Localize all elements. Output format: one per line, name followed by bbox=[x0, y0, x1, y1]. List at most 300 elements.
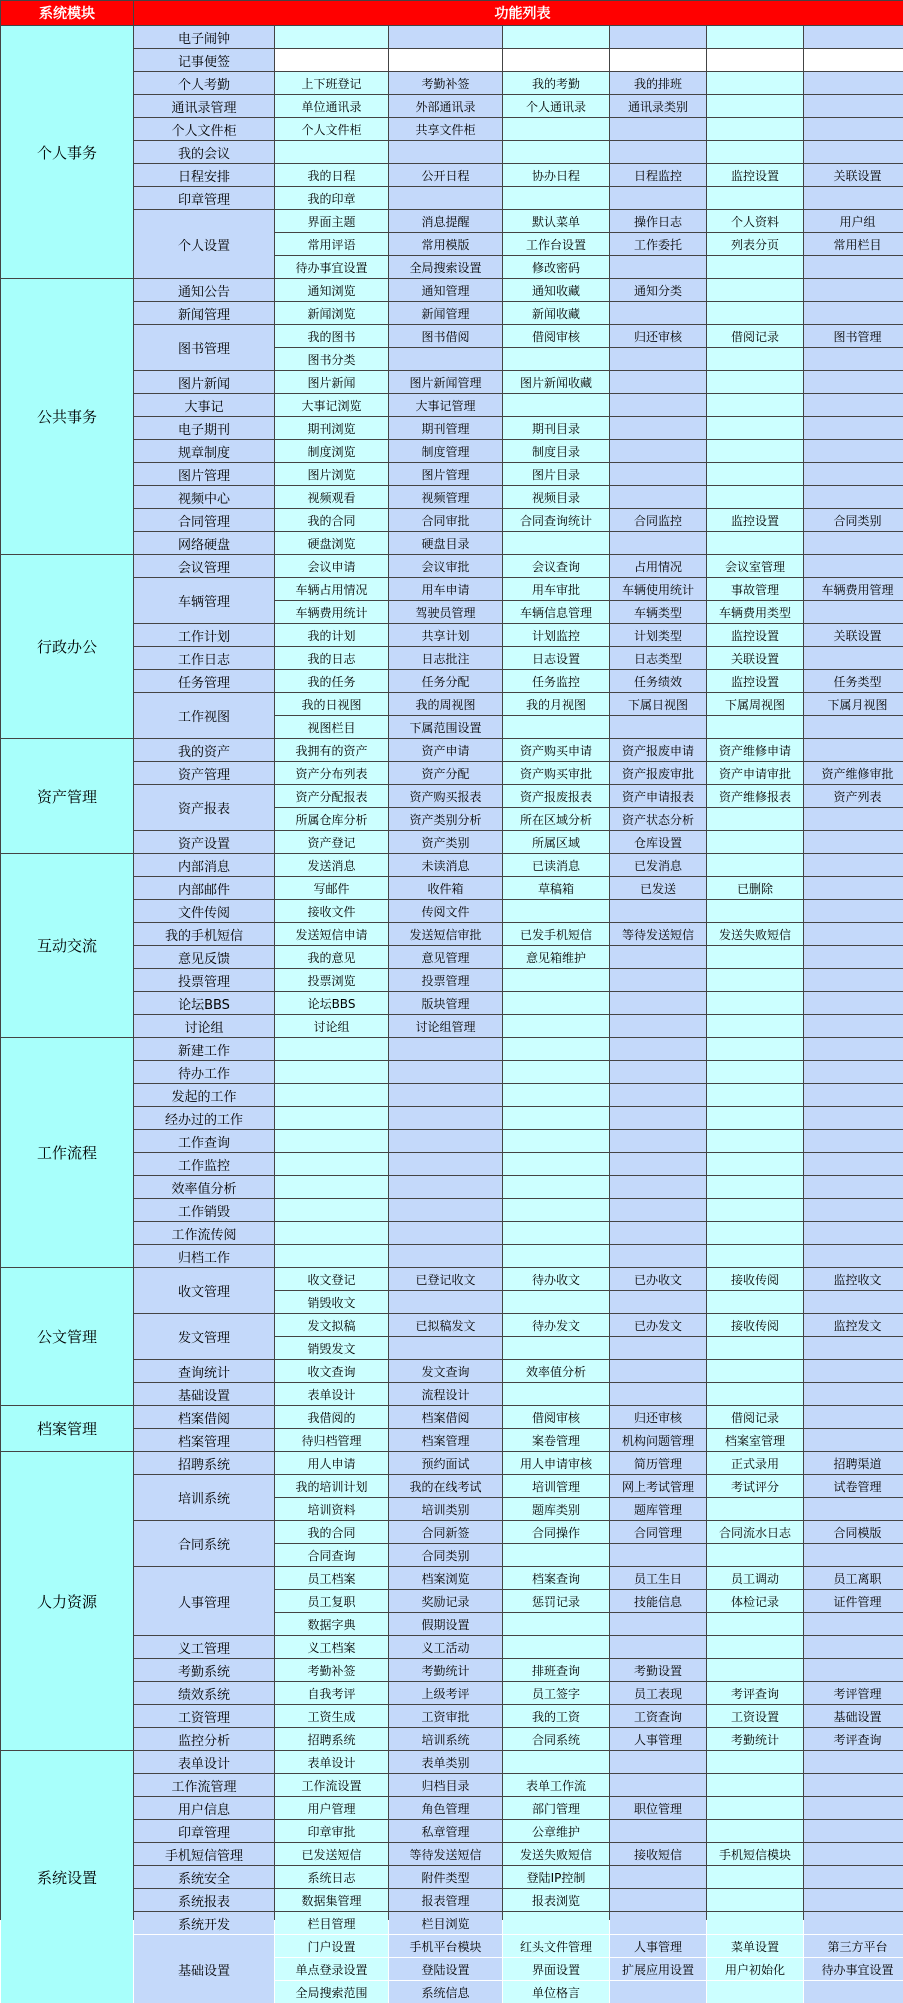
empty-cell bbox=[707, 1383, 803, 1405]
submodule-cell: 合同管理 bbox=[134, 509, 274, 531]
function-cell: 体检记录 bbox=[707, 1590, 803, 1612]
function-cell: 已发手机短信 bbox=[503, 923, 609, 945]
submodule-cell: 基础设置 bbox=[134, 1935, 274, 2003]
function-cell: 资产维修报表 bbox=[707, 785, 803, 807]
module-cell: 人力资源 bbox=[1, 1452, 133, 1750]
function-cell: 已删除 bbox=[707, 877, 803, 899]
function-cell: 所属区域 bbox=[503, 831, 609, 853]
function-cell: 资产分配 bbox=[389, 762, 502, 784]
function-cell: 视频观看 bbox=[275, 486, 388, 508]
empty-cell bbox=[804, 739, 903, 761]
submodule-cell: 手机短信管理 bbox=[134, 1843, 274, 1865]
empty-cell bbox=[707, 1291, 803, 1313]
empty-cell bbox=[707, 256, 803, 278]
empty-cell bbox=[275, 1153, 388, 1175]
function-cell: 资产报废申请 bbox=[610, 739, 706, 761]
empty-cell bbox=[804, 946, 903, 968]
function-cell: 图片目录 bbox=[503, 463, 609, 485]
function-cell: 第三方平台 bbox=[804, 1935, 903, 1957]
empty-cell bbox=[275, 1245, 388, 1267]
empty-cell bbox=[503, 969, 609, 991]
function-cell: 红头文件管理 bbox=[503, 1935, 609, 1957]
empty-cell bbox=[804, 1912, 903, 1934]
function-cell: 资产报废报表 bbox=[503, 785, 609, 807]
function-cell: 外部通讯录 bbox=[389, 95, 502, 117]
function-cell: 培训管理 bbox=[503, 1475, 609, 1497]
empty-cell bbox=[610, 348, 706, 370]
empty-cell bbox=[610, 1061, 706, 1083]
function-cell: 论坛BBS bbox=[275, 992, 388, 1014]
function-cell: 工作流设置 bbox=[275, 1774, 388, 1796]
empty-cell bbox=[804, 1498, 903, 1520]
empty-cell bbox=[503, 394, 609, 416]
empty-cell bbox=[503, 1245, 609, 1267]
function-cell: 归还审核 bbox=[610, 325, 706, 347]
empty-cell bbox=[707, 279, 803, 301]
function-cell: 资产申请审批 bbox=[707, 762, 803, 784]
empty-cell bbox=[804, 1337, 903, 1359]
function-cell: 自我考评 bbox=[275, 1682, 388, 1704]
function-cell: 合同类别 bbox=[804, 509, 903, 531]
function-cell: 用车审批 bbox=[503, 578, 609, 600]
function-cell: 监控收文 bbox=[804, 1268, 903, 1290]
empty-cell bbox=[275, 1130, 388, 1152]
empty-cell bbox=[804, 1820, 903, 1842]
empty-cell bbox=[707, 1820, 803, 1842]
function-cell: 单位通讯录 bbox=[275, 95, 388, 117]
function-cell: 监控设置 bbox=[707, 164, 803, 186]
function-cell: 常用栏目 bbox=[804, 233, 903, 255]
empty-cell bbox=[275, 1038, 388, 1060]
empty-cell bbox=[804, 118, 903, 140]
function-cell: 待办收文 bbox=[503, 1268, 609, 1290]
submodule-cell: 合同系统 bbox=[134, 1521, 274, 1566]
function-cell: 列表分页 bbox=[707, 233, 803, 255]
empty-cell bbox=[610, 1889, 706, 1911]
submodule-cell: 效率值分析 bbox=[134, 1176, 274, 1198]
empty-cell bbox=[610, 440, 706, 462]
function-cell: 手机短信模块 bbox=[707, 1843, 803, 1865]
empty-cell bbox=[503, 1038, 609, 1060]
function-cell: 我的印章 bbox=[275, 187, 388, 209]
function-cell: 资产维修审批 bbox=[804, 762, 903, 784]
function-cell: 我的工资 bbox=[503, 1705, 609, 1727]
function-cell: 义工档案 bbox=[275, 1636, 388, 1658]
empty-cell bbox=[804, 716, 903, 738]
empty-cell bbox=[804, 302, 903, 324]
empty-cell bbox=[804, 26, 903, 48]
empty-cell bbox=[707, 1866, 803, 1888]
function-cell: 制度管理 bbox=[389, 440, 502, 462]
empty-cell bbox=[610, 1176, 706, 1198]
empty-cell bbox=[707, 1015, 803, 1037]
function-cell: 工资生成 bbox=[275, 1705, 388, 1727]
function-cell: 报表浏览 bbox=[503, 1889, 609, 1911]
submodule-cell: 车辆管理 bbox=[134, 578, 274, 623]
empty-cell bbox=[804, 1222, 903, 1244]
submodule-cell: 内部消息 bbox=[134, 854, 274, 876]
function-cell: 会议申请 bbox=[275, 555, 388, 577]
function-cell: 车辆类型 bbox=[610, 601, 706, 623]
function-cell: 所在区域分析 bbox=[503, 808, 609, 830]
function-cell: 员工复职 bbox=[275, 1590, 388, 1612]
function-cell: 投票管理 bbox=[389, 969, 502, 991]
empty-cell bbox=[804, 1176, 903, 1198]
function-cell: 已拟稿发文 bbox=[389, 1314, 502, 1336]
submodule-cell: 电子期刊 bbox=[134, 417, 274, 439]
function-cell: 技能信息 bbox=[610, 1590, 706, 1612]
empty-cell bbox=[804, 348, 903, 370]
empty-cell bbox=[275, 1176, 388, 1198]
function-cell: 合同流水日志 bbox=[707, 1521, 803, 1543]
empty-cell bbox=[804, 1613, 903, 1635]
function-cell: 讨论组 bbox=[275, 1015, 388, 1037]
function-cell: 公开日程 bbox=[389, 164, 502, 186]
function-cell: 工资查询 bbox=[610, 1705, 706, 1727]
function-cell: 印章审批 bbox=[275, 1820, 388, 1842]
function-cell: 扩展应用设置 bbox=[610, 1958, 706, 1980]
empty-cell bbox=[804, 417, 903, 439]
function-cell: 接收传阅 bbox=[707, 1314, 803, 1336]
function-cell: 考勤统计 bbox=[389, 1659, 502, 1681]
empty-cell bbox=[389, 1061, 502, 1083]
function-cell: 收文查询 bbox=[275, 1360, 388, 1382]
function-cell: 资产分配报表 bbox=[275, 785, 388, 807]
empty-cell bbox=[503, 141, 609, 163]
function-cell: 报表管理 bbox=[389, 1889, 502, 1911]
function-cell: 部门管理 bbox=[503, 1797, 609, 1819]
function-cell: 机构问题管理 bbox=[610, 1429, 706, 1451]
function-cell: 奖励记录 bbox=[389, 1590, 502, 1612]
function-cell: 预约面试 bbox=[389, 1452, 502, 1474]
function-cell: 资产维修申请 bbox=[707, 739, 803, 761]
function-cell: 附件类型 bbox=[389, 1866, 502, 1888]
function-cell: 简历管理 bbox=[610, 1452, 706, 1474]
submodule-cell: 内部邮件 bbox=[134, 877, 274, 899]
empty-cell bbox=[503, 1636, 609, 1658]
function-cell: 全局搜索范围 bbox=[275, 1981, 388, 2003]
function-cell: 我拥有的资产 bbox=[275, 739, 388, 761]
function-cell: 通知管理 bbox=[389, 279, 502, 301]
function-cell: 排班查询 bbox=[503, 1659, 609, 1681]
function-cell: 发送消息 bbox=[275, 854, 388, 876]
function-cell: 归还审核 bbox=[610, 1406, 706, 1428]
function-cell: 用户组 bbox=[804, 210, 903, 232]
function-cell: 个人文件柜 bbox=[275, 118, 388, 140]
empty-cell bbox=[804, 992, 903, 1014]
empty-cell bbox=[707, 1061, 803, 1083]
submodule-cell: 印章管理 bbox=[134, 187, 274, 209]
function-cell: 已办发文 bbox=[610, 1314, 706, 1336]
submodule-cell: 视频中心 bbox=[134, 486, 274, 508]
function-cell: 日志批注 bbox=[389, 647, 502, 669]
function-cell: 已读消息 bbox=[503, 854, 609, 876]
empty-cell bbox=[389, 1199, 502, 1221]
empty-cell bbox=[804, 72, 903, 94]
function-cell: 计划监控 bbox=[503, 624, 609, 646]
function-cell: 培训资料 bbox=[275, 1498, 388, 1520]
empty-cell bbox=[707, 716, 803, 738]
function-cell: 占用情况 bbox=[610, 555, 706, 577]
empty-cell bbox=[804, 141, 903, 163]
empty-cell bbox=[389, 49, 502, 71]
empty-cell bbox=[707, 72, 803, 94]
empty-cell bbox=[707, 808, 803, 830]
function-cell: 私章管理 bbox=[389, 1820, 502, 1842]
function-cell: 常用评语 bbox=[275, 233, 388, 255]
empty-cell bbox=[804, 831, 903, 853]
empty-cell bbox=[503, 1015, 609, 1037]
function-cell: 培训类别 bbox=[389, 1498, 502, 1520]
function-cell: 栏目浏览 bbox=[389, 1912, 502, 1934]
function-cell: 下属日视图 bbox=[610, 693, 706, 715]
empty-cell bbox=[503, 1751, 609, 1773]
empty-cell bbox=[804, 279, 903, 301]
module-cell: 工作流程 bbox=[1, 1038, 133, 1267]
function-cell: 我的意见 bbox=[275, 946, 388, 968]
submodule-cell: 通讯录管理 bbox=[134, 95, 274, 117]
submodule-cell: 档案管理 bbox=[134, 1429, 274, 1451]
submodule-cell: 工资管理 bbox=[134, 1705, 274, 1727]
empty-cell bbox=[804, 1843, 903, 1865]
function-cell: 日志设置 bbox=[503, 647, 609, 669]
function-cell: 考勤设置 bbox=[610, 1659, 706, 1681]
function-cell: 资产购买申请 bbox=[503, 739, 609, 761]
submodule-cell: 资产管理 bbox=[134, 762, 274, 784]
function-cell: 意见箱维护 bbox=[503, 946, 609, 968]
empty-cell bbox=[610, 1107, 706, 1129]
function-cell: 仓库设置 bbox=[610, 831, 706, 853]
submodule-cell: 个人设置 bbox=[134, 210, 274, 278]
header-function-column: 功能列表 bbox=[134, 1, 903, 25]
empty-cell bbox=[389, 1038, 502, 1060]
function-cell: 事故管理 bbox=[707, 578, 803, 600]
empty-cell bbox=[610, 1866, 706, 1888]
function-cell: 待办事宜设置 bbox=[275, 256, 388, 278]
empty-cell bbox=[707, 1613, 803, 1635]
empty-cell bbox=[707, 831, 803, 853]
empty-cell bbox=[610, 486, 706, 508]
empty-cell bbox=[389, 1130, 502, 1152]
function-cell: 员工离职 bbox=[804, 1567, 903, 1589]
function-cell: 共享计划 bbox=[389, 624, 502, 646]
empty-cell bbox=[707, 1084, 803, 1106]
function-cell: 公章维护 bbox=[503, 1820, 609, 1842]
function-cell: 案卷管理 bbox=[503, 1429, 609, 1451]
function-cell: 基础设置 bbox=[804, 1705, 903, 1727]
empty-cell bbox=[610, 1636, 706, 1658]
function-cell: 等待发送短信 bbox=[610, 923, 706, 945]
empty-cell bbox=[503, 1130, 609, 1152]
submodule-cell: 意见反馈 bbox=[134, 946, 274, 968]
function-cell: 消息提醒 bbox=[389, 210, 502, 232]
empty-cell bbox=[707, 417, 803, 439]
function-cell: 硬盘浏览 bbox=[275, 532, 388, 554]
empty-cell bbox=[707, 1981, 803, 2003]
empty-cell bbox=[389, 1153, 502, 1175]
function-cell: 新闻收藏 bbox=[503, 302, 609, 324]
function-cell: 我的日志 bbox=[275, 647, 388, 669]
function-cell: 员工表现 bbox=[610, 1682, 706, 1704]
function-cell: 表单工作流 bbox=[503, 1774, 609, 1796]
function-cell: 流程设计 bbox=[389, 1383, 502, 1405]
empty-cell bbox=[707, 302, 803, 324]
function-cell: 期刊管理 bbox=[389, 417, 502, 439]
empty-cell bbox=[503, 118, 609, 140]
function-cell: 表单设计 bbox=[275, 1383, 388, 1405]
empty-cell bbox=[503, 900, 609, 922]
function-cell: 档案浏览 bbox=[389, 1567, 502, 1589]
submodule-cell: 资产设置 bbox=[134, 831, 274, 853]
empty-cell bbox=[707, 371, 803, 393]
empty-cell bbox=[503, 187, 609, 209]
empty-cell bbox=[389, 1084, 502, 1106]
empty-cell bbox=[804, 969, 903, 991]
empty-cell bbox=[707, 1544, 803, 1566]
function-cell: 发文查询 bbox=[389, 1360, 502, 1382]
empty-cell bbox=[804, 1084, 903, 1106]
function-cell: 会议查询 bbox=[503, 555, 609, 577]
submodule-cell: 待办工作 bbox=[134, 1061, 274, 1083]
empty-cell bbox=[503, 26, 609, 48]
empty-cell bbox=[610, 463, 706, 485]
function-cell: 界面设置 bbox=[503, 1958, 609, 1980]
empty-cell bbox=[804, 256, 903, 278]
function-cell: 已登记收文 bbox=[389, 1268, 502, 1290]
function-cell: 接收传阅 bbox=[707, 1268, 803, 1290]
function-cell: 用车申请 bbox=[389, 578, 502, 600]
function-cell: 视频目录 bbox=[503, 486, 609, 508]
submodule-cell: 记事便签 bbox=[134, 49, 274, 71]
empty-cell bbox=[389, 1337, 502, 1359]
empty-cell bbox=[389, 26, 502, 48]
submodule-cell: 印章管理 bbox=[134, 1820, 274, 1842]
function-cell: 驾驶员管理 bbox=[389, 601, 502, 623]
empty-cell bbox=[804, 1107, 903, 1129]
function-cell: 合同系统 bbox=[503, 1728, 609, 1750]
function-cell: 图片新闻管理 bbox=[389, 371, 502, 393]
empty-cell bbox=[804, 1636, 903, 1658]
empty-cell bbox=[503, 1291, 609, 1313]
function-cell: 合同查询统计 bbox=[503, 509, 609, 531]
function-cell: 图片新闻收藏 bbox=[503, 371, 609, 393]
function-cell: 数据字典 bbox=[275, 1613, 388, 1635]
module-cell: 行政办公 bbox=[1, 555, 133, 738]
function-cell: 资产类别 bbox=[389, 831, 502, 853]
function-cell: 我的日程 bbox=[275, 164, 388, 186]
submodule-cell: 通知公告 bbox=[134, 279, 274, 301]
submodule-cell: 义工管理 bbox=[134, 1636, 274, 1658]
submodule-cell: 培训系统 bbox=[134, 1475, 274, 1520]
empty-cell bbox=[610, 1038, 706, 1060]
empty-cell bbox=[275, 1084, 388, 1106]
empty-cell bbox=[707, 1797, 803, 1819]
function-cell: 通讯录类别 bbox=[610, 95, 706, 117]
function-cell: 我的任务 bbox=[275, 670, 388, 692]
function-cell: 监控设置 bbox=[707, 624, 803, 646]
function-cell: 图片浏览 bbox=[275, 463, 388, 485]
function-cell: 考勤补签 bbox=[275, 1659, 388, 1681]
empty-cell bbox=[707, 1751, 803, 1773]
empty-cell bbox=[389, 1107, 502, 1129]
empty-cell bbox=[610, 394, 706, 416]
empty-cell bbox=[707, 969, 803, 991]
empty-cell bbox=[610, 1084, 706, 1106]
submodule-cell: 档案借阅 bbox=[134, 1406, 274, 1428]
function-cell: 合同模版 bbox=[804, 1521, 903, 1543]
empty-cell bbox=[707, 1774, 803, 1796]
function-cell: 已办收文 bbox=[610, 1268, 706, 1290]
empty-cell bbox=[804, 1797, 903, 1819]
empty-cell bbox=[804, 923, 903, 945]
empty-cell bbox=[275, 49, 388, 71]
empty-cell bbox=[804, 854, 903, 876]
function-cell: 通知浏览 bbox=[275, 279, 388, 301]
function-cell: 发文拟稿 bbox=[275, 1314, 388, 1336]
submodule-cell: 工作日志 bbox=[134, 647, 274, 669]
empty-cell bbox=[707, 95, 803, 117]
function-cell: 发送短信审批 bbox=[389, 923, 502, 945]
submodule-cell: 绩效系统 bbox=[134, 1682, 274, 1704]
empty-cell bbox=[804, 647, 903, 669]
function-cell: 已发送短信 bbox=[275, 1843, 388, 1865]
empty-cell bbox=[804, 532, 903, 554]
module-cell: 资产管理 bbox=[1, 739, 133, 853]
empty-cell bbox=[610, 141, 706, 163]
submodule-cell: 图片新闻 bbox=[134, 371, 274, 393]
function-cell: 下属范围设置 bbox=[389, 716, 502, 738]
submodule-cell: 文件传阅 bbox=[134, 900, 274, 922]
function-cell: 资产申请报表 bbox=[610, 785, 706, 807]
empty-cell bbox=[610, 1153, 706, 1175]
function-cell: 题库管理 bbox=[610, 1498, 706, 1520]
submodule-cell: 发文管理 bbox=[134, 1314, 274, 1359]
empty-cell bbox=[503, 532, 609, 554]
function-cell: 正式录用 bbox=[707, 1452, 803, 1474]
empty-cell bbox=[707, 946, 803, 968]
empty-cell bbox=[804, 900, 903, 922]
empty-cell bbox=[707, 26, 803, 48]
function-cell: 修改密码 bbox=[503, 256, 609, 278]
empty-cell bbox=[610, 256, 706, 278]
empty-cell bbox=[707, 1222, 803, 1244]
submodule-cell: 图书管理 bbox=[134, 325, 274, 370]
function-cell: 关联设置 bbox=[804, 164, 903, 186]
submodule-cell: 经办过的工作 bbox=[134, 1107, 274, 1129]
function-cell: 常用模版 bbox=[389, 233, 502, 255]
function-cell: 效率值分析 bbox=[503, 1360, 609, 1382]
submodule-cell: 工作流传阅 bbox=[134, 1222, 274, 1244]
function-cell: 员工签字 bbox=[503, 1682, 609, 1704]
empty-cell bbox=[707, 1659, 803, 1681]
function-cell: 借阅审核 bbox=[503, 1406, 609, 1428]
function-cell: 大事记浏览 bbox=[275, 394, 388, 416]
function-cell: 档案查询 bbox=[503, 1567, 609, 1589]
empty-cell bbox=[804, 1544, 903, 1566]
empty-cell bbox=[503, 1337, 609, 1359]
empty-cell bbox=[389, 1176, 502, 1198]
empty-cell bbox=[610, 302, 706, 324]
function-cell: 待办发文 bbox=[503, 1314, 609, 1336]
function-cell: 合同管理 bbox=[610, 1521, 706, 1543]
empty-cell bbox=[610, 1130, 706, 1152]
function-cell: 我的图书 bbox=[275, 325, 388, 347]
empty-cell bbox=[503, 716, 609, 738]
empty-cell bbox=[707, 463, 803, 485]
function-cell: 人事管理 bbox=[610, 1728, 706, 1750]
function-cell: 图书借阅 bbox=[389, 325, 502, 347]
function-cell: 车辆信息管理 bbox=[503, 601, 609, 623]
